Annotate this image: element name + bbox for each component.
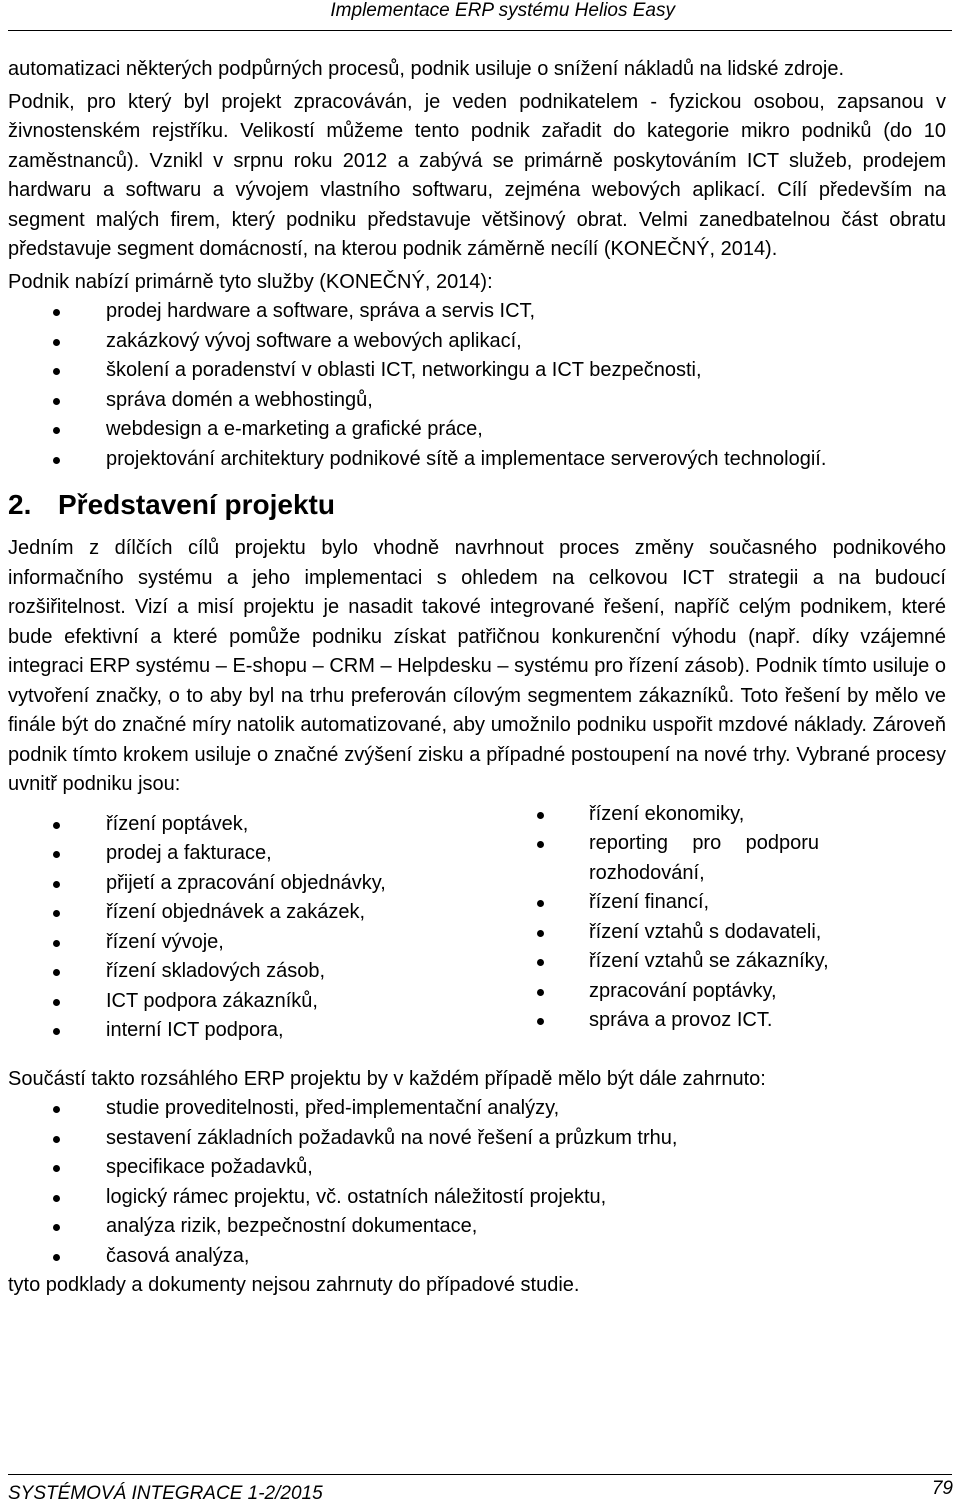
intro-paragraph-1: automatizaci některých podpůrných procesů, podnik usiluje o snížení nákladů na lidské zdroje. [8,58,845,80]
list-item: řízení ekonomiky, [492,800,912,830]
list-item: projektování architektury podnikové sítě a implementace serverových technologií. [8,445,946,475]
list-item: logický rámec projektu, vč. ostatních náležitostí projektu, [8,1183,946,1213]
main-content [8,55,946,1301]
list-item: zakázkový vývoj software a webových aplikací, [8,327,946,357]
services-intro: Podnik nabízí primárně tyto služby (KONEČNÝ, 2014): [8,270,493,293]
header-divider [8,30,952,31]
list-item: analýza rizik, bezpečnostní dokumentace, [8,1212,946,1242]
list-item: ICT podpora zákazníků, [8,987,478,1017]
list-item: řízení vývoje, [8,928,478,958]
scope-intro: Součástí takto rozsáhlého ERP projektu by v každém případě mělo být dále zahrnuto: [8,1067,766,1090]
list-item: časová analýza, [8,1242,946,1272]
list-item: prodej a fakturace, [8,839,478,869]
section-paragraph: Jedním z dílčích cílů projektu bylo vhodně navrhnout proces změny současného podnikového informačního systému a jeho implementaci s ohledem na celkovou ICT strategii a na budoucí rozšiřitelnost. Vizí a misí projektu je nasadit takové integrované řešení, napříč celým podnikem, které bude efektivní a které pomůže podniku získat patřičnou konkurenční výhodu (např. díky vzájemné integraci ERP systému – E-shopu – CRM – Helpdesku – systému pro řízení zásob). Podnik tímto usiluje o vytvoření značky, o to aby byl na trhu preferován cílovým segmentem zákazníků. Toto řešení by mělo ve finále být do značné míry natolik automatizované, aby umožnilo podniku uspořit mzdové náklady. Zároveň podnik tímto krokem usiluje o značné zvýšení zisku a případné postoupení na nové trhy. Vybrané procesy uvnitř podniku jsou: [8,537,946,795]
list-item: řízení vztahů se zákazníky, [492,947,912,977]
list-item: řízení objednávek a zakázek, [8,898,478,928]
processes-list-left [8,810,478,1046]
list-item: řízení skladových zásob, [8,957,478,987]
list-item: interní ICT podpora, [8,1016,478,1046]
section-number: 2. [8,489,32,520]
section-heading [8,488,946,522]
list-item: sestavení základních požadavků na nové řešení a průzkum trhu, [8,1124,946,1154]
running-header: Implementace ERP systému Helios Easy [330,0,675,21]
list-item: přijetí a zpracování objednávky, [8,869,478,899]
journal-name: SYSTÉMOVÁ INTEGRACE 1-2/2015 [8,1483,323,1504]
section-title: Představení projektu [58,489,335,520]
list-item: školení a poradenství v oblasti ICT, networkingu a ICT bezpečnosti, [8,356,946,386]
list-item: studie proveditelnosti, před-implementační analýzy, [8,1094,946,1124]
processes-columns [8,802,946,1065]
processes-right-column [492,800,912,1036]
list-item: řízení financí, [492,888,912,918]
list-item: správa domén a webhostingů, [8,386,946,416]
processes-list-right [492,800,912,1036]
list-item: reporting pro podporu rozhodování, [492,829,819,888]
list-item: prodej hardware a software, správa a servis ICT, [8,297,946,327]
list-item: řízení poptávek, [8,810,478,840]
list-item: řízení vztahů s dodavateli, [492,918,912,948]
list-item: webdesign a e-marketing a grafické práce, [8,415,946,445]
intro-paragraph-2: Podnik, pro který byl projekt zpracováván, je veden podnikatelem - fyzickou osobou, zapsanou v živnostenském rejstříku. Velikostí můžeme tento podnik zařadit do kategorie mikro podniků (do 10 zaměstnanců). Vznikl v srpnu roku 2012 a zabývá se primárně poskytováním ICT služeb, prodejem hardwaru a softwaru a vývojem vlastního softwaru, zejména webových aplikací. Cílí především na segment malých firem, který podniku představuje většinový obrat. Velmi zanedbatelnou část obratu představuje segment domácností, na kterou podnik záměrně necílí (KONEČNÝ, 2014). [8,90,946,260]
processes-left-column [8,810,478,1046]
list-item: správa a provoz ICT. [492,1006,912,1036]
scope-list [8,1094,946,1271]
services-list [8,297,946,474]
footer-divider [8,1474,952,1475]
page-number: 79 [931,1478,953,1499]
scope-outro: tyto podklady a dokumenty nejsou zahrnuty do případové studie. [8,1274,580,1296]
list-item: zpracování poptávky, [492,977,912,1007]
list-item: specifikace požadavků, [8,1153,946,1183]
